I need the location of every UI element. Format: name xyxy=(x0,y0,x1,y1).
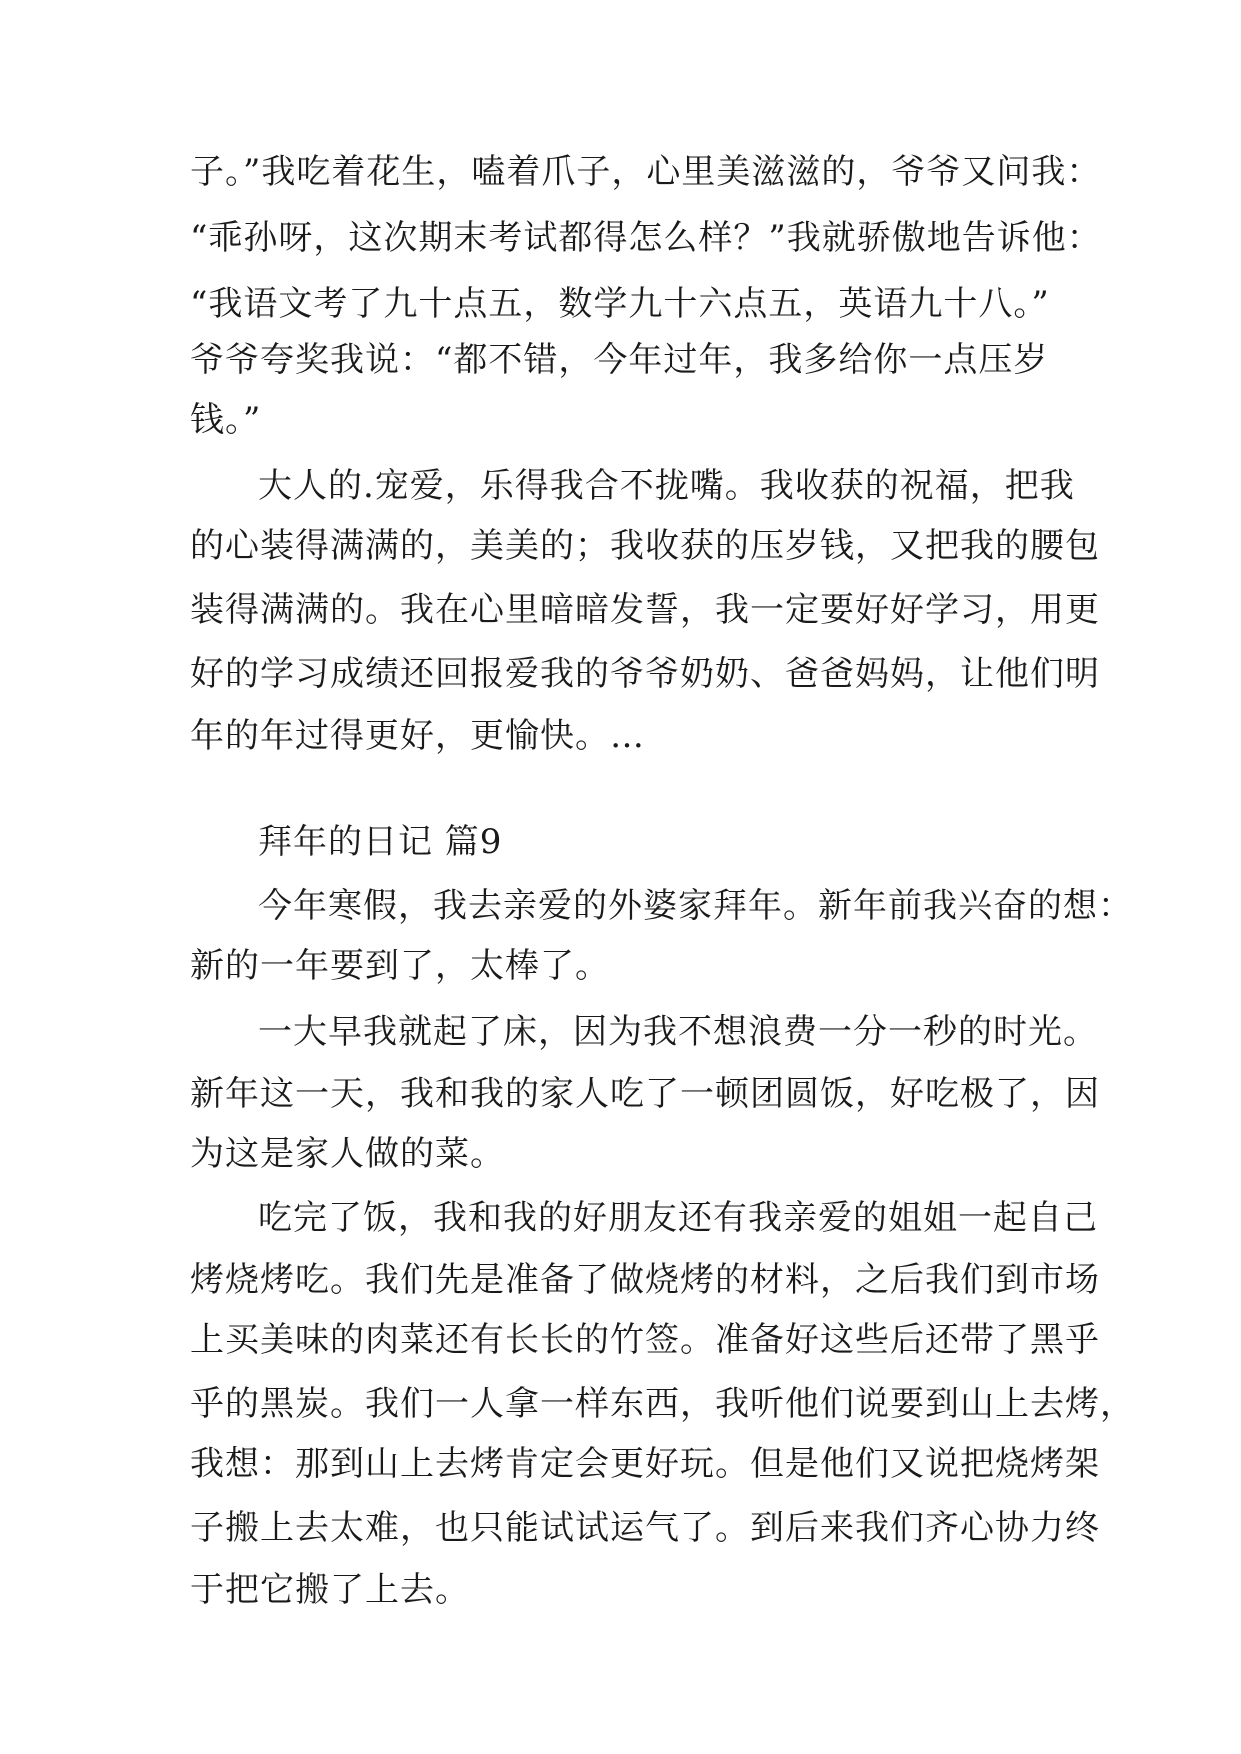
paragraph-start-line: 今年寒假，我去亲爱的外婆家拜年。新年前我兴奋的想： xyxy=(258,886,1133,926)
paragraph-start-line: 大人的.宠爱，乐得我合不拢嘴。我收获的祝福，把我 xyxy=(258,466,1075,506)
text-line: 烤烧烤吃。我们先是准备了做烧烤的材料，之后我们到市场 xyxy=(190,1260,1100,1300)
text-line: 上买美味的肉菜还有长长的竹签。准备好这些后还带了黑乎 xyxy=(190,1320,1100,1360)
text-line: 子。”我吃着花生，嗑着爪子，心里美滋滋的，爷爷又问我： xyxy=(190,152,1102,192)
paragraph-start-line: 一大早我就起了床，因为我不想浪费一分一秒的时光。 xyxy=(258,1012,1098,1052)
text-line: 子搬上去太难，也只能试试运气了。到后来我们齐心协力终 xyxy=(190,1508,1100,1548)
text-line: 装得满满的。我在心里暗暗发誓，我一定要好好学习，用更 xyxy=(190,590,1100,630)
text-line: 好的学习成绩还回报爱我的爷爷奶奶、爸爸妈妈，让他们明 xyxy=(190,654,1100,694)
text-line: 为这是家人做的菜。 xyxy=(190,1134,505,1174)
section-heading: 拜年的日记 篇9 xyxy=(258,822,503,862)
text-line: 的心装得满满的，美美的；我收获的压岁钱，又把我的腰包 xyxy=(190,526,1100,566)
text-line: 于把它搬了上去。 xyxy=(190,1570,470,1610)
text-line: “乖孙呀，这次期末考试都得怎么样？”我就骄傲地告诉他： xyxy=(190,218,1102,258)
text-line: 我想：那到山上去烤肯定会更好玩。但是他们又说把烧烤架 xyxy=(190,1444,1100,1484)
text-line: 新年这一天，我和我的家人吃了一顿团圆饭，好吃极了，因 xyxy=(190,1074,1100,1114)
text-line: 乎的黑炭。我们一人拿一样东西，我听他们说要到山上去烤， xyxy=(190,1384,1135,1424)
paragraph-start-line: 吃完了饭，我和我的好朋友还有我亲爱的姐姐一起自己 xyxy=(258,1198,1098,1238)
text-line: 钱。” xyxy=(190,400,262,440)
text-line: 新的一年要到了，太棒了。 xyxy=(190,946,610,986)
text-line: “我语文考了九十点五，数学九十六点五，英语九十八。” xyxy=(190,284,1050,324)
text-line: 年的年过得更好，更愉快。… xyxy=(190,716,645,756)
text-line: 爷爷夸奖我说：“都不错，今年过年，我多给你一点压岁 xyxy=(190,340,1049,380)
